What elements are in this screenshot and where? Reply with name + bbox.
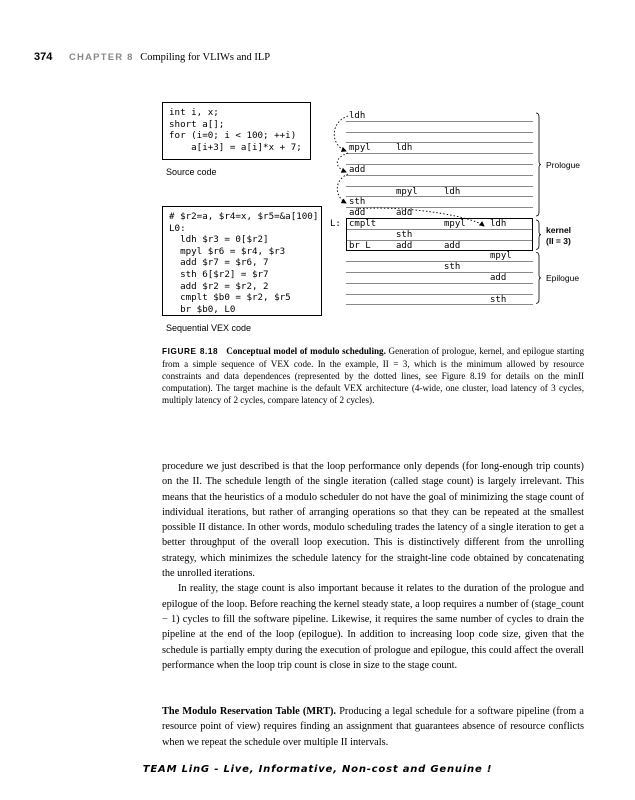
page-footer: TEAM LinG - Live, Informative, Non-cost and Genuine ! — [142, 764, 493, 775]
vex-code-line: # $r2=a, $r4=x, $r5=&a[100] — [169, 211, 319, 222]
source-code-line: int i, x; — [169, 107, 219, 118]
epilogue-label: Epilogue — [546, 272, 580, 283]
schedule-op: add — [349, 165, 366, 175]
schedule-op: ldh — [490, 219, 507, 229]
schedule-op: add — [490, 273, 507, 283]
vex-code-line: add $r2 = $r2, 2 — [169, 280, 269, 292]
source-code-line: a[i+3] = a[i]*x + 7; — [169, 141, 302, 153]
body-paragraph-3: Producing a legal schedule for a software pipeline (from a resource point of view) requires finding an assignment that guarantees absence of resource conflicts when we repeat the schedule over multiple II intervals. — [162, 706, 585, 748]
schedule-op: br L — [349, 240, 371, 251]
source-code-line: short a[]; — [169, 118, 225, 130]
vex-code-line: mpyl $r6 = $r4, $r3 — [169, 245, 286, 257]
schedule-op: add — [444, 240, 461, 251]
figure-label: FIGURE 8.18 — [162, 347, 219, 356]
kernel-ii-label: (II = 3) — [546, 235, 571, 246]
figure-caption-text: Generation of prologue, kernel, and epilogue starting from a simple sequence of VEX code. In the example, II = 3, which is the minimum allowed by resource constraints and data dependences (represented by the dotted lines, see Figure 8.19 for details on the minII computation). The target machine is the default VEX architecture (4-wide, one cluster, load latency of 3 cycles, multiply latency of 2 cycles, compare latency of 2 cycles). — [162, 346, 584, 405]
source-code-line: for (i=0; i < 100; ++i) — [169, 130, 297, 142]
schedule-op: add — [349, 208, 366, 219]
chapter-title: Compiling for VLIWs and ILP — [140, 52, 271, 63]
schedule-op: mpyl — [490, 251, 512, 262]
schedule-op: sth — [349, 197, 366, 208]
epilogue-brace — [536, 252, 541, 303]
schedule-op: ldh — [349, 111, 366, 121]
vex-code-line: br $b0, L0 — [169, 303, 236, 315]
loop-label: L: — [330, 219, 341, 229]
kernel-brace — [536, 220, 541, 249]
vex-code-caption: Sequential VEX code — [166, 323, 252, 333]
chapter-label: CHAPTER 8 — [68, 52, 134, 63]
schedule-op: sth — [444, 262, 461, 273]
schedule-op: cmplt — [349, 219, 377, 229]
prologue-brace — [536, 113, 541, 216]
figure-title: Conceptual model of modulo scheduling. — [226, 346, 386, 356]
vex-code-line: ldh $r3 = 0[$r2] — [169, 234, 269, 246]
body-paragraph-1: procedure we just described is that the loop performance only depends (for long-enough trip counts) on the II. The schedule length of the single iteration (called stage count) is largely irrelevant. This means that the heuristics of a modulo scheduler do not have the goal of minimizing the stage count of individual iterations, but rather of arranging operations so that they can be repeated at the smallest possible II distance. In other words, modulo scheduling trades the latency of a single iteration to get a better throughput of the overall loop execution. This is distinctively different from the unrolling strategy, which minimizes the schedule latency for the straight-line code obtained by concatenating the unrolled iterations. — [162, 461, 584, 580]
schedule-op: ldh — [444, 186, 461, 197]
vex-code-line: sth 6[$r2] = $r7 — [169, 268, 269, 280]
prologue-label: Prologue — [546, 159, 581, 170]
body-section — [162, 704, 584, 750]
schedule-op: mpyl — [396, 186, 418, 197]
schedule-op: add — [396, 208, 413, 219]
figure-caption — [162, 345, 584, 406]
body-text — [162, 459, 584, 673]
schedule-op: sth — [396, 229, 413, 240]
schedule-op: mpyl — [349, 143, 371, 154]
kernel-label: kernel — [546, 224, 572, 235]
body-paragraph-2: In reality, the stage count is also important because it relates to the duration of the prologue and epilogue of the loop. Before reaching the kernel steady state, a loop requires a number of (stage_count − 1) cycles to fill the software pipeline. Likewise, it requires the same number of cycles to drain the pipeline at the end of the loop (epilogue). In addition to increasing loop code size, given that the schedule is partially empty during the execution of prologue and epilogue, this could affect the overall performance when the loop trip count is close in size to the stage count. — [162, 583, 584, 671]
schedule-op: sth — [490, 294, 507, 305]
vex-code-line: L0: — [169, 222, 186, 234]
schedule-op: add — [396, 240, 413, 251]
source-code-caption: Source code — [166, 167, 217, 177]
schedule-op: mpyl — [444, 219, 466, 229]
page-number: 374 — [34, 51, 53, 63]
schedule-op: ldh — [396, 143, 413, 154]
vex-code-line: add $r7 = $r6, 7 — [169, 257, 269, 269]
vex-code-line: cmplt $b0 = $r2, $r5 — [169, 292, 291, 304]
section-heading: The Modulo Reservation Table (MRT). — [162, 706, 336, 717]
